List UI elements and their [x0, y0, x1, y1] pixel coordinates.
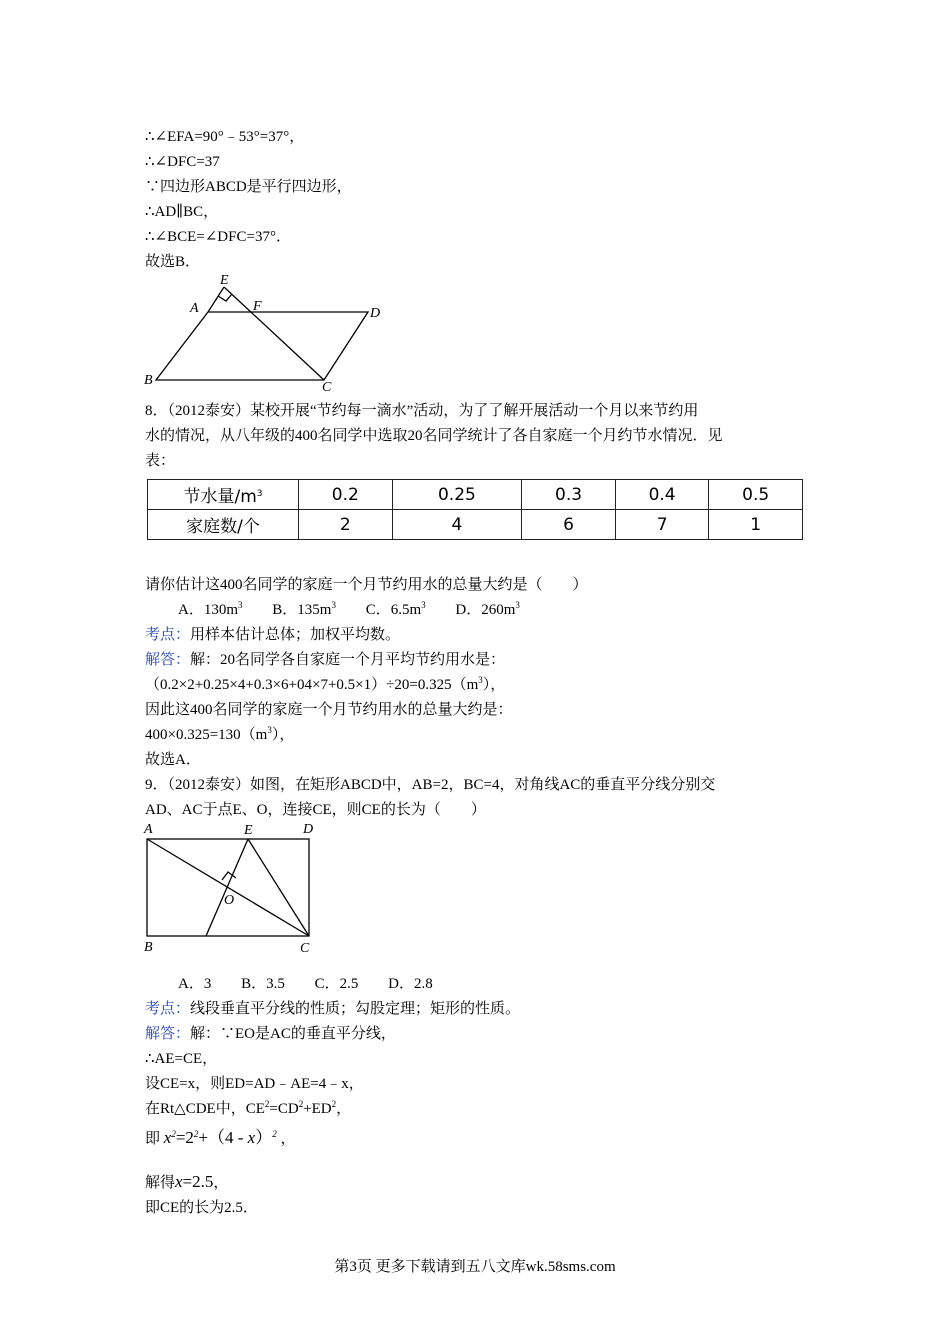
- diagonal-ac: [147, 839, 309, 936]
- table-cell: 4: [392, 510, 522, 540]
- q9-option-c: C．2.5: [314, 976, 359, 992]
- prev-line-4: ∴AD∥BC，: [145, 204, 219, 220]
- q9-sol-line-4: 在Rt△CDE中，$CE^2=CD^2+ED^2$，: [145, 1099, 352, 1117]
- table-cell: 0.5: [709, 480, 803, 510]
- q8-question: 请你估计这400名同学的家庭一个月节约用水的总量大约是（ ）: [145, 577, 588, 593]
- label-e: E: [220, 273, 229, 288]
- q8-jieda: 解答：解：20名同学各自家庭一个月平均节约用水是：: [145, 652, 506, 668]
- equation: x=2.5: [175, 1172, 214, 1191]
- label-c: C: [300, 941, 310, 956]
- label-f: F: [253, 299, 262, 314]
- q9-stem-line-2: AD、AC于点E、O，连接CE，则CE的长为（ ）: [145, 802, 486, 818]
- label-b: B: [144, 940, 153, 955]
- q8-sol-line-3: 因此这400名同学的家庭一个月节约用水的总量大约是：: [145, 702, 513, 718]
- q8-sol-line-5: 故选A．: [145, 752, 201, 768]
- table-header-cell: 节水量$/m^3$: [148, 480, 299, 510]
- prev-line-1: ∴∠EFA=90°﹣53°=37°，: [145, 129, 305, 145]
- table-cell: 0.3: [522, 480, 616, 510]
- parallelogram-figure: [140, 270, 390, 395]
- table-cell: 0.4: [615, 480, 709, 510]
- q9-sol-line-3: 设CE=x，则ED=AD﹣AE=4﹣x，: [145, 1076, 364, 1092]
- label-d: D: [370, 306, 381, 321]
- q9-sol-line-6: 解得x=2.5，: [145, 1172, 229, 1191]
- q9-option-a: A．3: [178, 976, 212, 992]
- q8-options: [178, 600, 546, 620]
- table-cell: 2: [299, 510, 393, 540]
- label-b: B: [144, 373, 153, 388]
- label-a: A: [144, 822, 153, 837]
- perpendicular-bisector-eo: [206, 839, 248, 936]
- q9-sol-line-7: 即CE的长为2.5．: [145, 1200, 258, 1216]
- q8-sol-line-4: $400\times 0.325=130(m^3)$，: [145, 725, 295, 743]
- prev-line-6: 故选B．: [145, 254, 201, 270]
- table-cell: 1: [709, 510, 803, 540]
- table-row: [148, 480, 803, 510]
- q8-option-b: B．$135m^3$: [272, 600, 336, 618]
- kaodian-label: 考点：: [145, 1001, 191, 1017]
- right-angle-mark-e: [218, 294, 232, 301]
- q8-stem-line-1: 8．（2012泰安）某校开展“节约每一滴水”活动，为了了解开展活动一个月以来节约用: [145, 403, 699, 419]
- q9-option-d: D．2.8: [388, 976, 433, 992]
- table-row: [148, 510, 803, 540]
- kaodian-label: 考点：: [145, 627, 191, 643]
- q8-sol-line-2: $(0.2\times 2+0.25\times 4+0.3\times 6+04\times 7+0.5\times 1)\div 20=0.325(m^3)$，: [145, 675, 506, 693]
- table-cell: 7: [615, 510, 709, 540]
- jieda-label: 解答：: [145, 1026, 191, 1042]
- label-c: C: [322, 380, 332, 395]
- label-d: D: [303, 822, 314, 837]
- segment-ec: [224, 287, 324, 380]
- equation: $x^2=2^2+(4 - x)^2$: [163, 1128, 277, 1147]
- q8-stem-line-2: 水的情况，从八年级的400名同学中选取20名同学统计了各自家庭一个月约节水情况．见: [145, 428, 723, 444]
- table-cell: 0.2: [299, 480, 393, 510]
- segment-ce: [248, 839, 309, 936]
- label-e: E: [244, 823, 253, 838]
- prev-line-2: ∴∠DFC=37: [145, 154, 220, 170]
- prev-line-5: ∴∠BCE=∠DFC=37°．: [145, 229, 291, 245]
- table-cell: 0.25: [392, 480, 522, 510]
- q9-option-b: B．3.5: [241, 976, 285, 992]
- q8-kaodian: 考点：用样本估计总体；加权平均数。: [145, 627, 401, 643]
- water-saving-table: [147, 479, 803, 540]
- q9-sol-line-2: ∴AE=CE，: [145, 1051, 218, 1067]
- q8-option-a: A．$130m^3$: [178, 600, 243, 618]
- label-o: O: [224, 893, 235, 908]
- q8-option-d: D．$260m^3$: [455, 600, 520, 618]
- q8-option-c: C．$6.5m^3$: [365, 600, 426, 618]
- prev-line-3: ∵四边形ABCD是平行四边形，: [145, 179, 352, 195]
- page-footer: 第3页 更多下载请到五八文库wk.58sms.com: [334, 1259, 616, 1275]
- q9-kaodian: 考点：线段垂直平分线的性质；勾股定理；矩形的性质。: [145, 1001, 521, 1017]
- q9-sol-line-5: 即 $x^2=2^2+(4 - x)^2$ ，: [145, 1128, 296, 1147]
- q9-jieda: 解答：解：∵EO是AC的垂直平分线，: [145, 1026, 396, 1042]
- label-a: A: [190, 301, 199, 316]
- rectangle-figure: [140, 818, 320, 956]
- q8-stem-line-3: 表：: [145, 453, 176, 469]
- q9-stem-line-1: 9．（2012泰安）如图，在矩形ABCD中，AB=2，BC=4，对角线AC的垂直平分线分别交: [145, 777, 716, 793]
- q9-options: [178, 974, 459, 994]
- segment-ae: [208, 287, 224, 312]
- table-header-cell: 家庭数/个: [148, 510, 299, 540]
- table-cell: 6: [522, 510, 616, 540]
- jieda-label: 解答：: [145, 652, 191, 668]
